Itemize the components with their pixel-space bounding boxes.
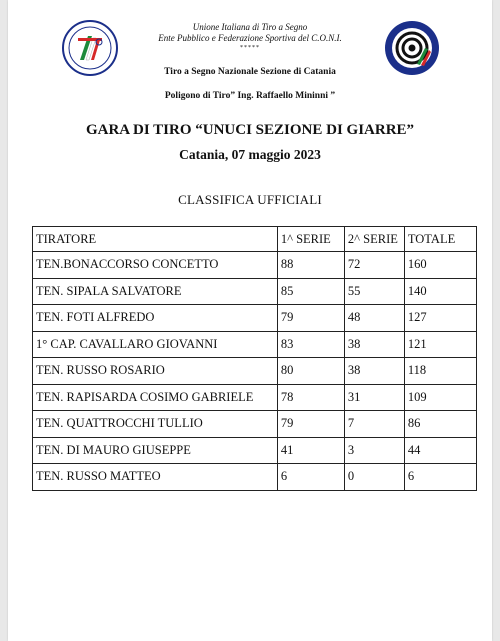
series-1-score: 83	[277, 331, 344, 358]
table-row	[33, 437, 477, 464]
shooter-name: TEN. RUSSO ROSARIO	[33, 358, 278, 385]
table-row	[33, 331, 477, 358]
series-2-score: 38	[344, 331, 404, 358]
series-1-score: 41	[277, 437, 344, 464]
series-1-score: 85	[277, 278, 344, 305]
document-page	[8, 0, 492, 641]
series-2-score: 3	[344, 437, 404, 464]
series-1-score: 78	[277, 384, 344, 411]
series-2-score: 72	[344, 252, 404, 279]
total-score: 118	[404, 358, 476, 385]
series-1-score: 88	[277, 252, 344, 279]
total-score: 160	[404, 252, 476, 279]
ranking-title: CLASSIFICA UFFICIALI	[178, 192, 322, 207]
total-score: 140	[404, 278, 476, 305]
ranking-table	[32, 226, 477, 491]
table-row	[33, 252, 477, 279]
series-2-score: 48	[344, 305, 404, 332]
stars-divider: *****	[240, 45, 260, 51]
letterhead	[108, 22, 392, 102]
section-name: Tiro a Segno Nazionale Sezione di Catania	[164, 67, 336, 77]
table-row	[33, 464, 477, 491]
shooter-name: TEN. RUSSO MATTEO	[33, 464, 278, 491]
table-row	[33, 358, 477, 385]
series-2-score: 31	[344, 384, 404, 411]
shooter-name: TEN. FOTI ALFREDO	[33, 305, 278, 332]
shooter-name: TEN. SIPALA SALVATORE	[33, 278, 278, 305]
series-2-score: 7	[344, 411, 404, 438]
series-2-score: 0	[344, 464, 404, 491]
event-title: GARA DI TIRO “UNUCI SEZIONE DI GIARRE”	[85, 122, 415, 138]
header-series-1: 1^ SERIE	[277, 227, 344, 252]
shooter-name: TEN. RAPISARDA COSIMO GABRIELE	[33, 384, 278, 411]
series-1-score: 79	[277, 305, 344, 332]
range-name: Poligono di Tiro” Ing. Raffaello Mininni ”	[164, 91, 336, 101]
header-series-2: 2^ SERIE	[344, 227, 404, 252]
series-1-score: 6	[277, 464, 344, 491]
event-date: Catania, 07 maggio 2023	[179, 147, 321, 162]
shooter-name: TEN. QUATTROCCHI TULLIO	[33, 411, 278, 438]
series-1-score: 79	[277, 411, 344, 438]
table-header-row	[33, 227, 477, 252]
header-total: TOTALE	[404, 227, 476, 252]
shooter-name: TEN.BONACCORSO CONCETTO	[33, 252, 278, 279]
shooter-name: TEN. DI MAURO GIUSEPPE	[33, 437, 278, 464]
total-score: 121	[404, 331, 476, 358]
table-row	[33, 278, 477, 305]
total-score: 86	[404, 411, 476, 438]
table-row	[33, 305, 477, 332]
header-shooter: TIRATORE	[33, 227, 278, 252]
table-row	[33, 411, 477, 438]
total-score: 44	[404, 437, 476, 464]
series-2-score: 38	[344, 358, 404, 385]
total-score: 109	[404, 384, 476, 411]
shooter-name: 1° CAP. CAVALLARO GIOVANNI	[33, 331, 278, 358]
table-row	[33, 384, 477, 411]
total-score: 6	[404, 464, 476, 491]
series-1-score: 80	[277, 358, 344, 385]
organization-subtitle: Ente Pubblico e Federazione Sportiva del C.O.N.I.	[158, 33, 342, 43]
series-2-score: 55	[344, 278, 404, 305]
total-score: 127	[404, 305, 476, 332]
target-emblem-right-icon	[384, 20, 440, 76]
organization-name: Unione Italiana di Tiro a Segno	[192, 22, 308, 32]
